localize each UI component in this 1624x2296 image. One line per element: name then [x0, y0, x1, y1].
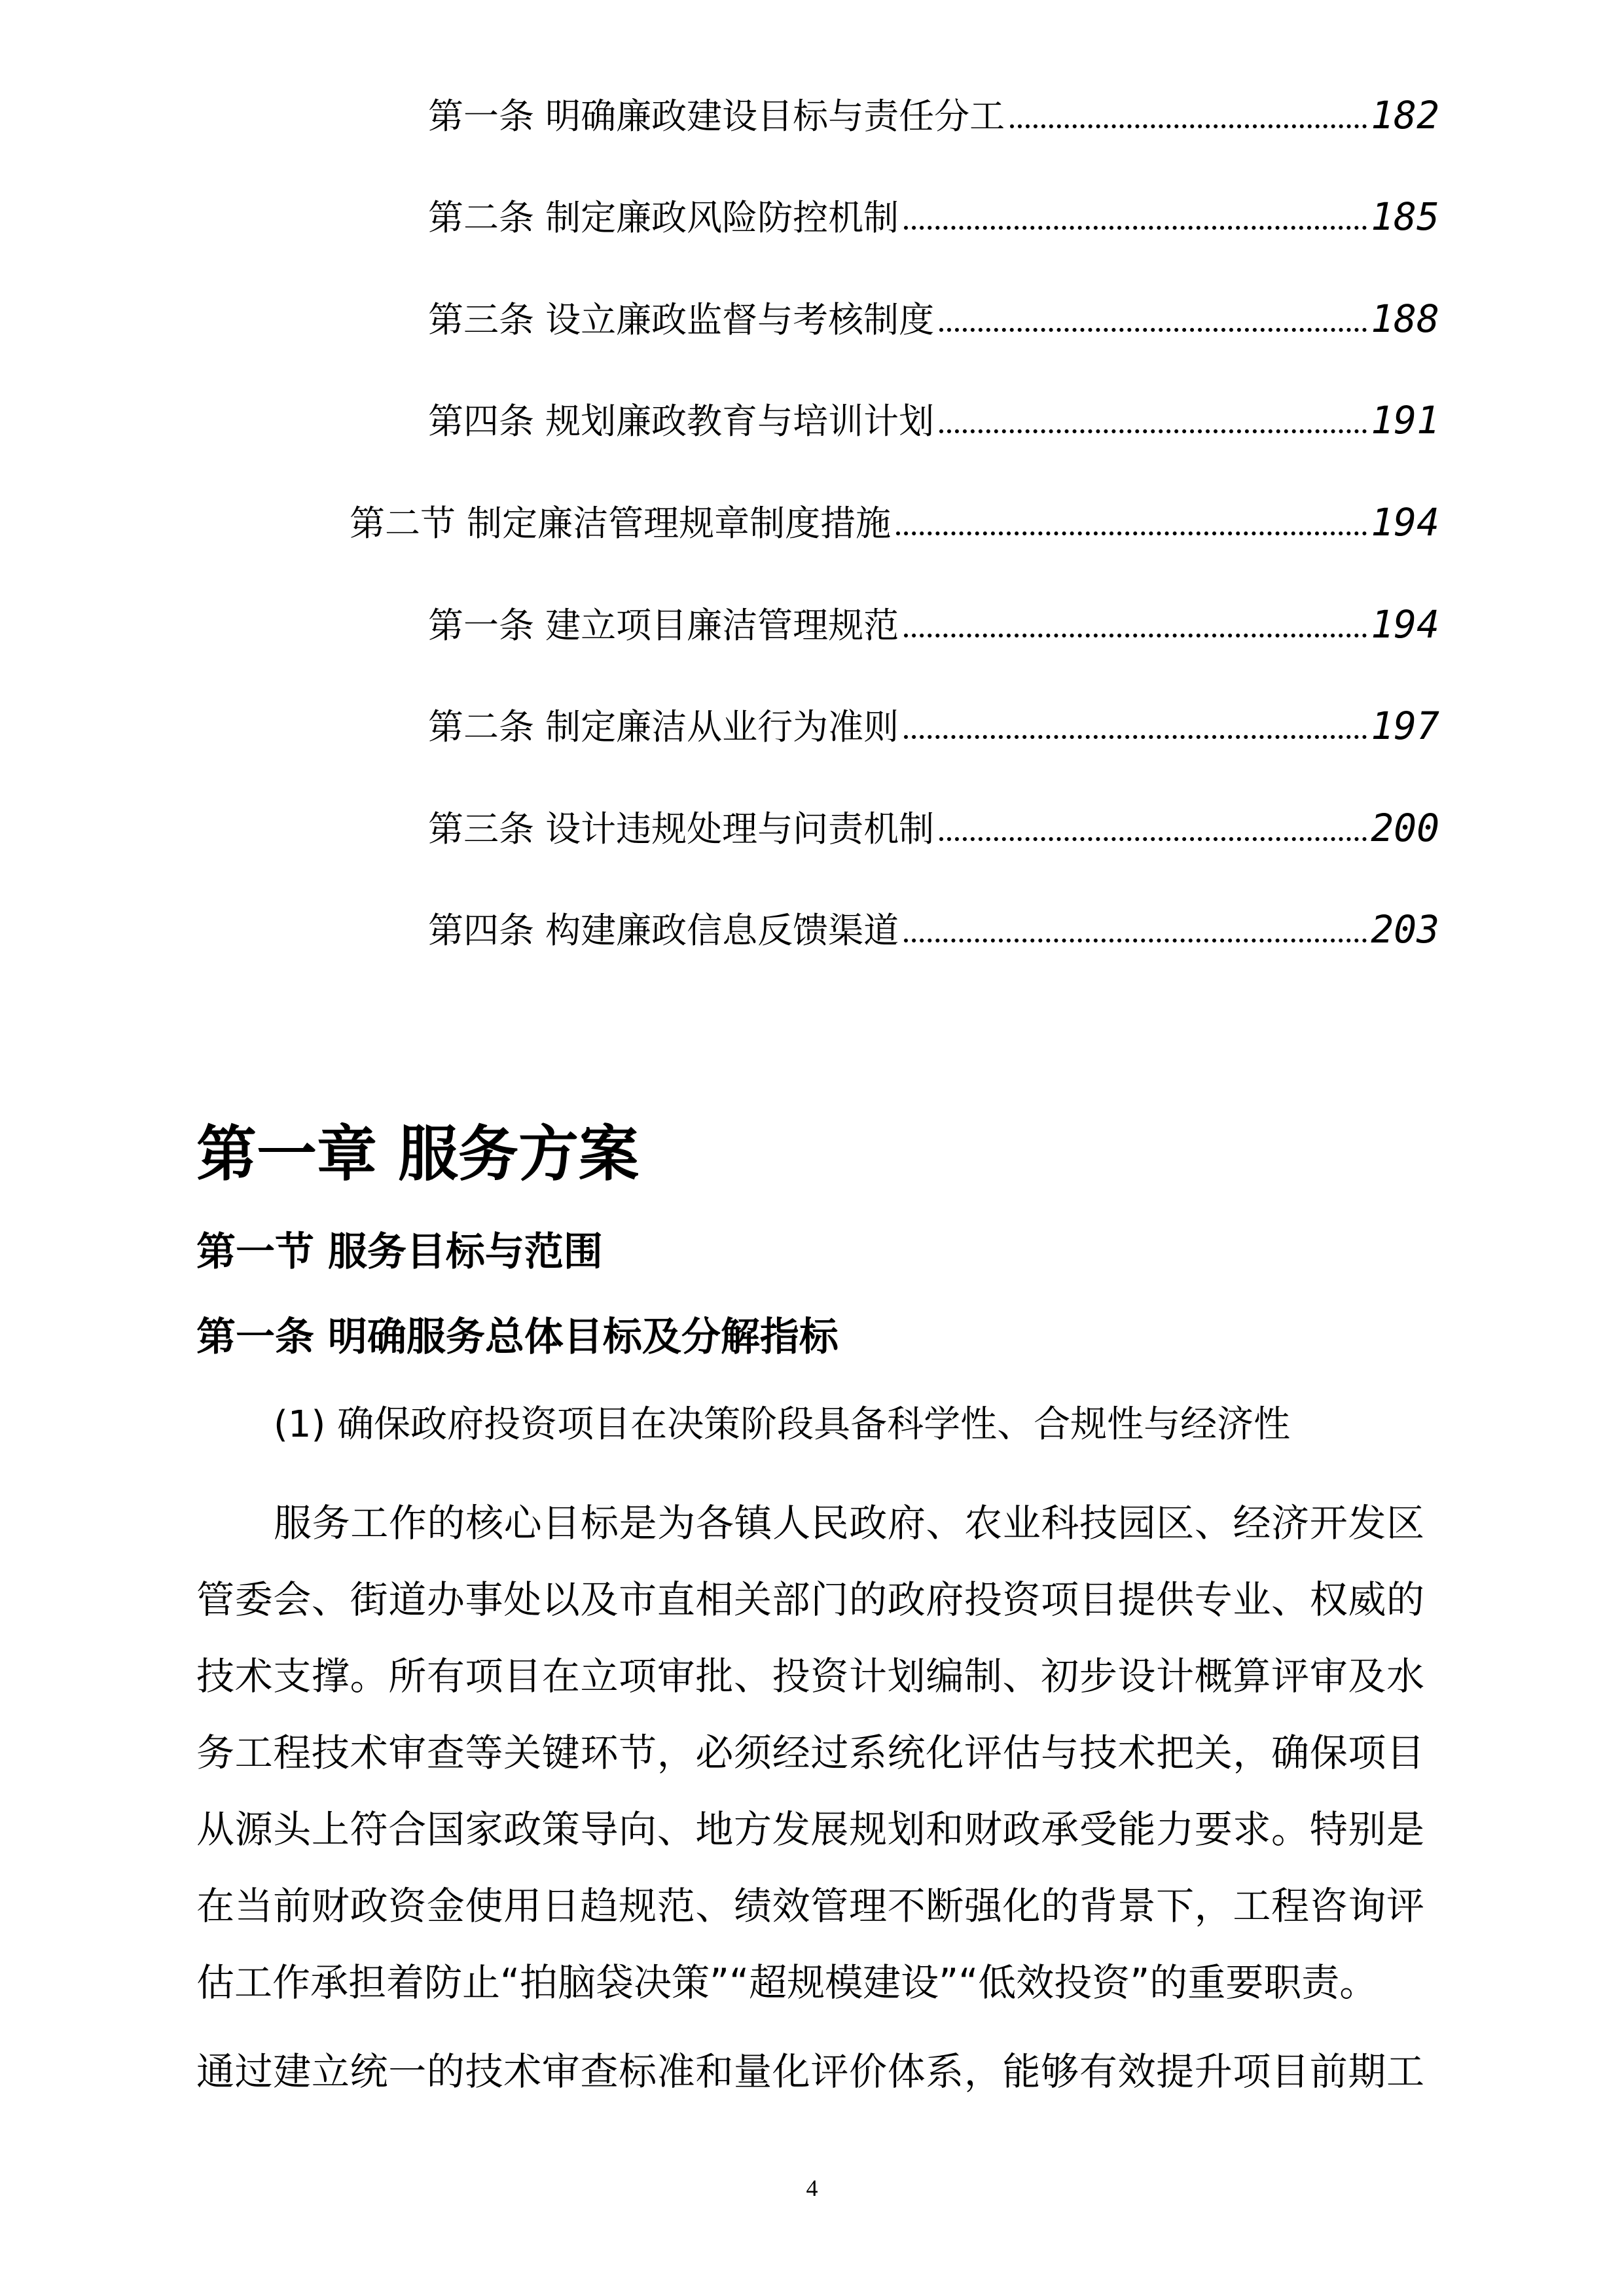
- toc-leader-dots: [904, 634, 1367, 637]
- body-line: 务工程技术审查等关键环节，必须经过系统化评估与技术把关，确保项目: [196, 1731, 1424, 1775]
- toc-entry-label: 第三条 设立廉政监督与考核制度: [428, 299, 935, 340]
- toc-entry-label: 第一条 建立项目廉洁管理规范: [428, 605, 899, 646]
- toc-entry-page: 203: [1371, 907, 1439, 952]
- toc-entry-label: 第二节 制定廉洁管理规章制度措施: [350, 503, 892, 544]
- article-title: 第一条 明确服务总体目标及分解指标: [196, 1314, 839, 1360]
- toc-entry-label: 第四条 规划廉政教育与培训计划: [428, 401, 935, 442]
- toc-entry[interactable]: [428, 88, 1439, 141]
- body-line: 通过建立统一的技术审查标准和量化评价体系，能够有效提升项目前期工: [196, 2049, 1424, 2094]
- toc-entry-page: 188: [1371, 296, 1439, 341]
- toc-leader-dots: [939, 837, 1367, 841]
- toc-entry-page: 200: [1371, 806, 1439, 850]
- toc-entry[interactable]: [428, 598, 1439, 650]
- toc-leader-dots: [939, 328, 1367, 332]
- body-line: 管委会、街道办事处以及市直相关部门的政府投资项目提供专业、权威的: [196, 1577, 1424, 1622]
- toc-leader-dots: [939, 429, 1367, 433]
- body-line: 技术支撑。所有项目在立项审批、投资计划编制、初步设计概算评审及水: [196, 1654, 1424, 1698]
- toc-leader-dots: [1010, 124, 1367, 128]
- toc-leader-dots: [904, 735, 1367, 739]
- toc-entry[interactable]: [428, 393, 1439, 446]
- toc-entry[interactable]: [428, 801, 1439, 853]
- toc-entry[interactable]: [428, 190, 1439, 242]
- chapter-title: 第一章 服务方案: [196, 1119, 640, 1189]
- toc-entry[interactable]: [428, 292, 1439, 344]
- body-line: 从源头上符合国家政策导向、地方发展规划和财政承受能力要求。特别是: [196, 1807, 1424, 1852]
- body-line: 在当前财政资金使用日趋规范、绩效管理不断强化的背景下，工程咨询评: [196, 1884, 1424, 1928]
- body-line: 估工作承担着防止“拍脑袋决策”“超规模建设”“低效投资”的重要职责。: [196, 1960, 1378, 2005]
- toc-entry-label: 第二条 制定廉洁从业行为准则: [428, 706, 899, 747]
- toc-entry[interactable]: [428, 903, 1439, 955]
- toc-entry-label: 第三条 设计违规处理与问责机制: [428, 808, 935, 850]
- toc-entry-label: 第二条 制定廉政风险防控机制: [428, 197, 899, 238]
- subheading: (1) 确保政府投资项目在决策阶段具备科学性、合规性与经济性: [274, 1403, 1291, 1446]
- toc-entry-page: 194: [1371, 602, 1439, 647]
- toc-entry-page: 185: [1371, 194, 1439, 239]
- toc-entry[interactable]: [428, 699, 1439, 751]
- toc-entry-label: 第四条 构建廉政信息反馈渠道: [428, 910, 899, 951]
- body-line: 服务工作的核心目标是为各镇人民政府、农业科技园区、经济开发区: [274, 1501, 1424, 1545]
- section-title: 第一节 服务目标与范围: [196, 1229, 603, 1275]
- toc-entry-page: 197: [1371, 704, 1439, 748]
- toc-entry-page: 191: [1371, 398, 1439, 442]
- toc-entry-page: 182: [1371, 93, 1439, 137]
- toc-entry-label: 第一条 明确廉政建设目标与责任分工: [428, 96, 1005, 137]
- toc-entry[interactable]: [350, 495, 1439, 548]
- toc-leader-dots: [896, 531, 1367, 535]
- toc-leader-dots: [904, 226, 1367, 230]
- toc-leader-dots: [904, 939, 1367, 942]
- toc-entry-page: 194: [1371, 500, 1439, 545]
- page-number: 4: [806, 2175, 818, 2201]
